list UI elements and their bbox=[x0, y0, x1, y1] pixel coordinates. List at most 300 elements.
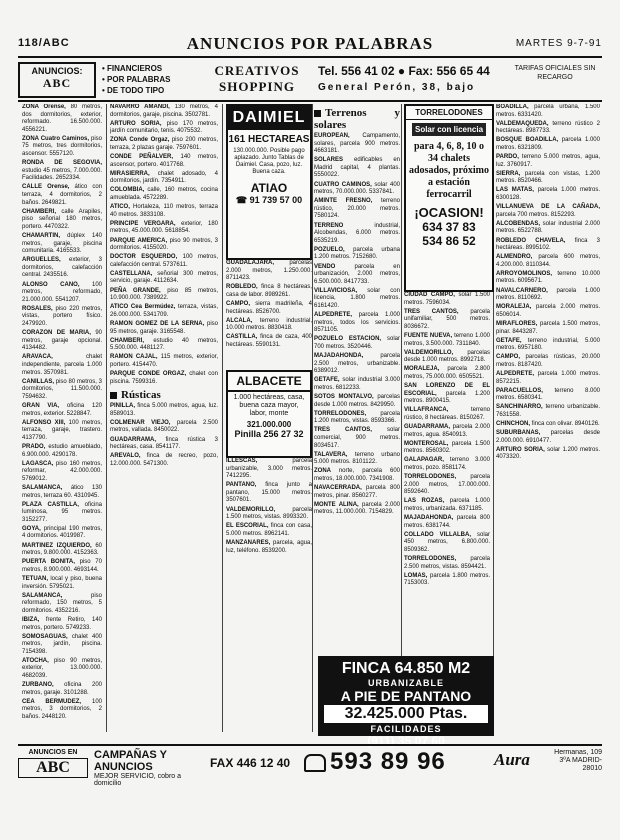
classified-ad-heading: ALFONSO XIII, bbox=[22, 419, 69, 426]
page-header bbox=[18, 34, 602, 58]
classified-ad-heading: MORALEJA, bbox=[496, 304, 536, 311]
classified-ad bbox=[314, 353, 400, 376]
classified-ad-text: chalet adosado, 4 dormitorios, jardín. 7354911. bbox=[110, 170, 218, 185]
classified-ad-text: parcela 2.000 metros. 6506014. bbox=[496, 304, 600, 318]
classified-ad-text: terreno rústico, 8 hectáreas. 8150267. bbox=[404, 407, 490, 421]
ad-subtitle: Solar con licencia bbox=[412, 123, 486, 136]
classified-ad bbox=[110, 254, 218, 269]
classified-ad-text: parcela 1.000 metros. 8572215. bbox=[496, 371, 600, 385]
classified-ad bbox=[314, 288, 400, 311]
classified-ad-heading: PARQUE AMERICA, bbox=[110, 237, 170, 244]
classified-ad bbox=[110, 420, 218, 435]
classified-ad-heading: ARGUELLES, bbox=[22, 257, 69, 264]
classified-ad-heading: CHAMARTIN, bbox=[22, 233, 68, 239]
classified-ad-heading: TORRELODONES, bbox=[404, 474, 471, 481]
classified-ad-heading: PINILLA, bbox=[110, 403, 138, 410]
classified-ad bbox=[404, 309, 490, 332]
ad-advertiser: ATIAO bbox=[250, 181, 288, 195]
classified-ad-text: Campamento, solares, parcela 900 metros. 4663181. bbox=[314, 133, 400, 155]
classified-ad bbox=[22, 444, 102, 459]
classified-ad-text: 115 metros, exterior, portero. 4154470. bbox=[110, 354, 218, 368]
phone-icon: ☎ bbox=[235, 195, 250, 205]
classified-ad bbox=[496, 447, 600, 462]
classified-ad-heading: ALONSO CANO, bbox=[22, 281, 92, 288]
classified-ad bbox=[110, 304, 218, 319]
classified-ad-heading: COLOMBIA, bbox=[110, 187, 148, 194]
classified-ad bbox=[110, 453, 218, 468]
classified-ad-heading: SANCHINARRO, bbox=[496, 404, 546, 411]
classified-ad-text: piso 200 metros, terraza, 2 plazas garaje. 7597601. bbox=[110, 137, 218, 151]
classified-ad-text: oficina 120 metros, exterior. 5228847. bbox=[22, 402, 102, 417]
classified-ad-text: estudio 45 metros, 7.000.000. Facilidades. 2652334. bbox=[22, 167, 102, 182]
classified-ad-heading: VILLANUEVA DE LA CAÑADA, bbox=[496, 204, 600, 211]
classified-ad bbox=[110, 238, 218, 253]
classified-ad-heading: ILLESCAS, bbox=[226, 458, 293, 464]
classified-ad bbox=[110, 288, 218, 303]
classified-ad-heading: SUBURBANAS, bbox=[496, 430, 551, 437]
classified-ad bbox=[404, 333, 490, 348]
classified-ad-heading: MONTEROSAL, bbox=[404, 440, 452, 447]
classified-ad bbox=[314, 485, 400, 500]
classified-ad-text: parcela 2.500 metros, vallada. 8450022. bbox=[110, 419, 218, 434]
classified-ad-heading: EUROPEAN, bbox=[314, 133, 363, 139]
classified-ad bbox=[22, 160, 102, 183]
classified-ad-heading: SIERRA, bbox=[496, 170, 525, 177]
classified-ad-text: chalet con piscina. 7599316. bbox=[110, 371, 218, 385]
classified-ad bbox=[22, 104, 102, 134]
classified-ad-heading: PARQUE CONDE ORGAZ, bbox=[110, 371, 190, 377]
banner-bullet: • DE TODO TIPO bbox=[102, 86, 165, 95]
classified-ad-text: terreno urbano 5.000 metros. 8101122. bbox=[314, 451, 400, 466]
classified-ad-text: 100 metros, reformado, 21.000.000. 5541207. bbox=[22, 281, 102, 303]
ad-finca bbox=[318, 656, 494, 748]
classified-ad bbox=[226, 540, 312, 555]
classified-ad bbox=[110, 137, 218, 152]
classified-ad-text: ático con terraza, 4 dormitorios, 2 baños. 2649821. bbox=[22, 184, 102, 206]
classified-ad bbox=[110, 354, 218, 369]
ad-phone: 634 37 83 bbox=[422, 220, 476, 234]
classified-ad-text: señorial 300 metros, servicio, garaje. 4112634. bbox=[110, 270, 218, 285]
classified-ad-heading: ATICO, bbox=[110, 204, 134, 211]
classified-ad bbox=[22, 485, 102, 500]
classified-ad-heading: ARTURO SORIA, bbox=[496, 446, 548, 453]
classified-ad-text: parcela, agua, luz, teléfono. 8539200. bbox=[226, 539, 312, 554]
classified-ad-text: parcela 800 metros, pinar. 8560277. bbox=[314, 485, 400, 499]
classified-ad-text: edificables en Madrid capital, 4 plantas. 5550022. bbox=[314, 157, 400, 179]
classified-ad bbox=[496, 238, 600, 253]
classified-ad-heading: GUADARRAMA, bbox=[110, 436, 166, 443]
classified-ad-text: industrial, Alcobendas, 6.000 metros. 6535219. bbox=[314, 222, 400, 244]
classified-ad bbox=[314, 468, 400, 483]
classified-ad-heading: ZONA Cuatro Caminos, bbox=[22, 135, 91, 142]
classified-ad bbox=[496, 104, 600, 119]
classified-ad bbox=[22, 420, 102, 443]
footer-fax: FAX 446 12 40 bbox=[210, 756, 291, 770]
classified-ad-text: finca 5.000 metros, agua, luz. 8589013. bbox=[110, 403, 218, 417]
classified-ad-text: parcela 1.000 metros, todos los servicios. 8571105. bbox=[314, 312, 400, 334]
classified-ad-heading: SOTOS MONTALVO, bbox=[314, 394, 378, 400]
classified-ad bbox=[496, 187, 600, 202]
classified-ad-heading: ARAVACA, bbox=[22, 354, 86, 361]
classified-ad bbox=[22, 282, 102, 305]
classified-ad-text: parcelas desde 1.000 metros. 8992718. bbox=[404, 349, 490, 364]
classified-ad-text: oficina 200 metros, garaje. 3101288. bbox=[22, 682, 102, 696]
classified-ad-text: solar 400 metros, 70.000.000. 5337841. bbox=[314, 181, 400, 196]
ad-subtitle-2: A PIE DE PANTANO bbox=[340, 688, 472, 704]
page-date: MARTES 9-7-91 bbox=[515, 38, 602, 49]
classified-ad bbox=[314, 133, 400, 156]
classified-ad-heading: SAN LORENZO DE EL ESCORIAL, bbox=[404, 383, 490, 397]
ads-column-6 bbox=[496, 104, 600, 732]
classified-ad-text: parcela 700 metros. 8152293. bbox=[496, 211, 576, 218]
classified-ad-heading: ZONA Conde Orgaz, bbox=[110, 137, 172, 144]
ads-column-2 bbox=[110, 104, 218, 732]
ad-title: TORRELODONES bbox=[406, 106, 492, 120]
classified-ad-heading: GALAPAGAR, bbox=[404, 457, 450, 464]
classified-ad bbox=[22, 184, 102, 207]
classified-ad-text: terreno urbanizable. 7631558. bbox=[496, 404, 600, 418]
classified-ad-heading: ATOCHA, bbox=[22, 657, 54, 664]
classified-ad-heading: GETAFE, bbox=[496, 337, 528, 344]
classified-ad-heading: MONTE ALINA, bbox=[314, 501, 363, 508]
classified-ad-text: parcela 1.000 metros. 8110692. bbox=[496, 287, 600, 302]
classified-ad bbox=[404, 441, 490, 456]
classified-ad-text: parcela urbana, 1.500 metros. 6331420. bbox=[496, 104, 600, 118]
classified-ad bbox=[22, 461, 102, 484]
classified-ad bbox=[110, 403, 218, 418]
classified-ad-text: terreno rústico, 20.000 metros. 7580124. bbox=[314, 198, 400, 220]
ad-subtitle: 161 HECTAREAS bbox=[228, 134, 310, 145]
classified-ad bbox=[110, 171, 218, 186]
classified-ad-heading: ALCOBENDAS, bbox=[496, 220, 543, 227]
classified-ad bbox=[22, 526, 102, 541]
classified-ad-text: norte, parcela 600 metros, 18.000.000. 7341908. bbox=[314, 468, 400, 482]
classified-ad-heading: PARDO, bbox=[496, 154, 522, 161]
classified-ad-heading: GRAN VIA, bbox=[22, 402, 67, 409]
classified-ad-text: parcelas 2.000 metros, 1.250.000. 8711423. bbox=[226, 260, 312, 282]
classified-ad bbox=[314, 247, 400, 262]
classified-ad-text: parcela 2.500 metros, urbanizable. 6389012. bbox=[314, 353, 400, 375]
classified-ad-text: sierra madrileña, 4 hectáreas. 8526700. bbox=[226, 300, 312, 315]
classified-ad bbox=[404, 573, 490, 588]
classified-ad-heading: VALDEMORILLO, bbox=[404, 349, 468, 356]
classified-ad-text: parcela en urbanización, 2.000 metros, 6.500.000. 8417733. bbox=[314, 263, 400, 285]
classified-ad-text: finca rústica 3 hectáreas, casa. 8541177. bbox=[110, 436, 218, 451]
classified-ad-heading: POZUELO ESTACION, bbox=[314, 336, 387, 343]
classified-ad-heading: MIRAFLORES, bbox=[496, 320, 540, 327]
classified-ad-text: parcela 2.500 metros, vistas. 8594421. bbox=[404, 556, 490, 570]
ad-phone: (911) 35 07 60 bbox=[367, 734, 445, 748]
classified-ad bbox=[22, 330, 102, 353]
classified-ad-heading: PLAZA CASTILLA, bbox=[22, 501, 85, 508]
classified-ad-text: finca junto a pantano, 15.000 metros. 3507601. bbox=[226, 482, 312, 504]
classified-ad-heading: ALCALA, bbox=[226, 317, 260, 324]
banner-creative: CREATIVOS SHOPPING bbox=[214, 63, 300, 94]
ad-price: 321.000.000 bbox=[246, 420, 292, 429]
classified-ad bbox=[110, 204, 218, 219]
classified-ad bbox=[496, 254, 600, 269]
classified-ad-heading: CAMPO, bbox=[226, 300, 256, 307]
classified-ad bbox=[496, 221, 600, 236]
classified-ad-text: 100 metros, 3 dormitorios, 2 baños. 2448120. bbox=[22, 698, 102, 721]
classified-ad-heading: ZURBANO, bbox=[22, 682, 65, 689]
classified-ad-heading: ARTURO SORIA, bbox=[110, 120, 167, 127]
classified-ad-text: terreno rústico 2 hectáreas. 8987733. bbox=[496, 120, 600, 135]
classified-ad bbox=[404, 556, 490, 571]
classified-ad bbox=[314, 198, 400, 221]
ad-daimiel bbox=[226, 104, 312, 260]
classified-ad-text: 140 metros, ascensor, portero. 4017768. bbox=[110, 154, 218, 168]
banner-bullet: • FINANCIEROS bbox=[102, 64, 163, 73]
classified-ad bbox=[110, 338, 218, 353]
section-heading-rusticas: Rústicas bbox=[110, 389, 218, 401]
ad-subtitle: URBANIZABLE bbox=[368, 678, 444, 688]
classified-ad-heading: PARACUELLOS, bbox=[496, 387, 555, 394]
classified-ad bbox=[110, 271, 218, 286]
classified-ad-text: parcela urbana 1.200 metros. 7152680. bbox=[314, 246, 400, 261]
classified-ad-heading: ALMENDRO, bbox=[496, 254, 539, 261]
ad-phone: Pinilla 256 27 32 bbox=[234, 429, 304, 439]
classified-ad bbox=[22, 658, 102, 681]
classified-ad bbox=[496, 430, 600, 445]
classified-ad-text: piso 160 metros, reformar, 42.000.000. 5769012. bbox=[22, 460, 102, 482]
ad-highlight: ¡OCASION! bbox=[414, 205, 484, 220]
classified-ad-text: parcelas desde 2.000.000. 6910477. bbox=[496, 430, 600, 444]
classified-ad-heading: ROSALES, bbox=[22, 305, 56, 312]
classified-ad bbox=[22, 617, 102, 632]
classified-ad-text: solar 1.200 metros. 4073320. bbox=[496, 446, 600, 461]
classified-ad-heading: MAJADAHONDA, bbox=[314, 353, 381, 360]
classified-ad-text: piso 70 metros, 8.900.000. 4693144. bbox=[22, 559, 102, 573]
classified-ad bbox=[404, 532, 490, 555]
classified-ad-text: local y piso, buena inversión. 5795021. bbox=[22, 575, 102, 590]
classified-ad-heading: SALAMANCA, bbox=[22, 484, 71, 491]
ad-description: para 4, 6, 8, 10 o 34 chalets adosados, próximo a estación ferrocarril bbox=[409, 141, 490, 200]
classified-ad bbox=[22, 559, 102, 574]
classified-ad-text: parcela 1.200 metros, vistas. 8593366. bbox=[314, 410, 400, 425]
classified-ad-heading: PANTANO, bbox=[226, 482, 266, 489]
ad-title: ALBACETE bbox=[228, 372, 310, 392]
classified-ad-text: ático 130 metros, terraza 60. 4310945. bbox=[22, 484, 102, 499]
classified-ad-heading: LAS MATAS, bbox=[496, 187, 538, 194]
classified-ad-heading: TORRELODONES, bbox=[314, 410, 381, 417]
page-title: ANUNCIOS POR PALABRAS bbox=[186, 34, 434, 53]
classified-ad-heading: AREVALO, bbox=[110, 453, 147, 460]
classified-ad-text: 80 metros, dos dormitorios, exterior, reformado. 16.500.000. 4556221. bbox=[22, 104, 102, 133]
classified-ad-text: terreno industrial, 10.000 metros. 8830418. bbox=[226, 317, 312, 332]
classified-ad-text: terreno 1.000 metros, 3.500.000. 7311840. bbox=[404, 332, 490, 347]
footer-abc-logo: ANUNCIOS EN ABC bbox=[18, 749, 88, 778]
classified-ad-text: parcela 800 metros. 6381744. bbox=[404, 515, 490, 529]
classified-ad bbox=[496, 171, 600, 186]
classified-ad-text: finca 8 hectáreas, casa de labor. 8989261. bbox=[226, 284, 312, 298]
column-divider bbox=[401, 104, 402, 732]
ad-phone: ☎ 91 739 57 00 bbox=[235, 195, 303, 205]
classified-ad-text: parcela 1.500 metros, vistas. 8993320. bbox=[226, 506, 312, 521]
classified-ad bbox=[22, 354, 102, 377]
ad-title: FINCA 64.850 M2 bbox=[341, 660, 471, 677]
footer-banner bbox=[18, 744, 602, 787]
classified-ad-text: finca de recreo, pozo, 12.000.000. 5471300. bbox=[110, 453, 218, 467]
classified-ad bbox=[226, 284, 312, 299]
classified-ad-text: parcela 1.000 metros, urbanizada. 6371185. bbox=[404, 498, 490, 512]
classified-ad-heading: CALLE Orense, bbox=[22, 184, 75, 191]
footer-brand: Aura bbox=[494, 750, 530, 769]
classified-ad-text: parcela con vistas, 1.200 metros. 8520466. bbox=[496, 170, 600, 185]
classified-ad bbox=[22, 379, 102, 402]
classified-ad-heading: ROBLEDO CHAVELA, bbox=[496, 237, 575, 244]
classified-ad-heading: MORALEJA, bbox=[404, 366, 448, 373]
classified-ad bbox=[22, 257, 102, 280]
classified-ad-heading: NAVALCARNERO, bbox=[496, 287, 557, 294]
classified-ad-heading: ATICO Cea Bermúdez, bbox=[110, 304, 178, 311]
ads-column-1 bbox=[22, 104, 102, 732]
classified-ad bbox=[22, 136, 102, 159]
classified-ad-heading: SALAMANCA, bbox=[22, 592, 91, 599]
classified-ad-text: finca 3 hectáreas. 8995102. bbox=[496, 237, 600, 252]
classified-ad bbox=[496, 371, 600, 386]
classified-ad-heading: GETAFE, bbox=[314, 377, 343, 384]
classified-ad bbox=[22, 699, 102, 722]
classified-ad-text: terreno 10.000 metros. 6095671. bbox=[496, 270, 600, 285]
classified-ad-text: piso reformado, 150 metros, 5 dormitorios. 4352216. bbox=[22, 592, 102, 614]
classified-ad-heading: CUATRO CAMINOS, bbox=[314, 181, 375, 188]
classified-ad bbox=[496, 354, 600, 369]
classified-ad-heading: CHAMBERI, bbox=[110, 337, 154, 344]
classified-ad-text: 60 metros, 9.800.000. 4152363. bbox=[22, 542, 102, 557]
classified-ad-text: 100 metros, terraza, garaje, trastero. 4137790. bbox=[22, 419, 102, 441]
classified-ad bbox=[496, 388, 600, 403]
classified-ad-heading: VALDEMORILLO, bbox=[226, 506, 293, 513]
classified-ad bbox=[226, 482, 312, 505]
classified-ad-heading: MIRASIERRA, bbox=[110, 170, 158, 177]
classified-ad-text: terraza, vistas, 26.000.000. 5341709. bbox=[110, 304, 218, 318]
ad-note: FACILIDADES bbox=[370, 724, 442, 734]
classified-ad bbox=[496, 421, 600, 429]
classified-ad-heading: NAVACERRADA, bbox=[314, 485, 367, 492]
classified-ad bbox=[314, 502, 400, 517]
classified-ad-text: parcela 2.000 metros, agua. 8540913. bbox=[404, 424, 490, 438]
classified-ad-heading: FUENTE NUEVA, bbox=[404, 332, 455, 339]
classified-ad bbox=[404, 424, 490, 439]
classified-ad bbox=[496, 204, 600, 219]
classified-ad-heading: NAVARRO AMANDI, bbox=[110, 104, 175, 110]
classified-ad-text: solar 1.500 metros. 7596034. bbox=[404, 292, 490, 306]
classified-ad bbox=[226, 260, 312, 283]
classified-ad bbox=[226, 334, 312, 349]
classified-ad bbox=[404, 350, 490, 365]
classified-ad-text: frente Retiro, 140 metros, portero. 5749233. bbox=[22, 616, 102, 631]
classified-ad-heading: TRES CANTOS, bbox=[404, 308, 471, 315]
classified-ad-heading: LAS ROZAS, bbox=[404, 498, 450, 505]
banner-phone-fax bbox=[318, 64, 508, 78]
classified-ad-heading: VILLAFRANCA, bbox=[404, 407, 471, 414]
contact-banner bbox=[18, 62, 602, 102]
classified-ad-text: solar comercial, 900 metros. 8034517. bbox=[314, 427, 400, 449]
classified-ad-heading: PEÑA GRANDE, bbox=[110, 287, 168, 294]
classified-ad-heading: COLMENAR VIEJO, bbox=[110, 419, 177, 426]
classified-ad bbox=[110, 221, 218, 236]
classified-ad-heading: ARROYOMOLINOS, bbox=[496, 270, 558, 277]
classified-ad-heading: MARTINEZ IZQUIERDO, bbox=[22, 542, 96, 549]
classified-ad-text: principal 190 metros, 4 dormitorios. 4019987. bbox=[22, 525, 102, 540]
ads-column-5 bbox=[404, 292, 490, 652]
classified-ad bbox=[226, 301, 312, 316]
classified-ad bbox=[404, 366, 490, 381]
classified-ad-heading: RAMON GOMEZ DE LA SERNA, bbox=[110, 320, 207, 327]
classified-ad bbox=[226, 318, 312, 333]
classified-ad-heading: VENDO bbox=[314, 263, 355, 270]
banner-bullet: • POR PALABRAS bbox=[102, 75, 171, 84]
classified-ad-text: finca de caza, 400 hectáreas. 5590131. bbox=[226, 334, 312, 348]
classified-ad-text: exterior, 180 metros, 45.000.000. 5618854. bbox=[110, 220, 218, 235]
classified-ad bbox=[314, 223, 400, 246]
classified-ad bbox=[404, 407, 490, 422]
classified-ad bbox=[22, 682, 102, 697]
section-heading-terrenos: Terrenos y solares bbox=[314, 107, 400, 131]
classified-ad-heading: CHINCHON, bbox=[496, 421, 532, 428]
classified-ad bbox=[22, 233, 102, 256]
classified-ad-text: piso 75 metros, tres dormitorios, ascensor. 5557120. bbox=[22, 135, 102, 158]
classified-ad-text: terreno 5.000 metros, agua, luz. 3760917. bbox=[496, 154, 600, 168]
classified-ad-text: estudio amueblado, 6.900.000. 4290178. bbox=[22, 443, 102, 458]
classified-ad bbox=[314, 377, 400, 392]
banner-bullets bbox=[102, 63, 198, 96]
classified-ad-heading: MANZANARES, bbox=[226, 539, 273, 546]
ad-phone: 534 86 52 bbox=[422, 234, 476, 248]
classified-ad bbox=[226, 507, 312, 522]
classified-ad-heading: TRES CANTOS, bbox=[314, 427, 387, 434]
ad-albacete bbox=[226, 370, 312, 458]
classified-ad-text: finca con olivar. 8940126. bbox=[531, 421, 600, 428]
classified-ad-heading: TALAVERA, bbox=[314, 451, 355, 458]
classified-ad-heading: VILLAVICIOSA, bbox=[314, 287, 368, 294]
banner-tel: Tel. 556 41 02 bbox=[318, 64, 395, 78]
classified-ad-text: parcela urbanizable, 3.000 metros. 7412295. bbox=[226, 458, 312, 480]
classified-ad bbox=[314, 394, 400, 409]
classified-ad-heading: ZONA bbox=[314, 468, 339, 475]
classified-ad bbox=[314, 264, 400, 287]
classified-ad-heading: ALPEDRETE, bbox=[496, 371, 538, 377]
classified-ad-heading: TETUAN, bbox=[22, 575, 51, 582]
classified-ad bbox=[314, 427, 400, 450]
classified-ad-text: piso 80 metros, 3 dormitorios, 11.500.000. 7594632. bbox=[22, 378, 102, 400]
classified-ad bbox=[22, 209, 102, 232]
classified-ad-text: 100 metros, calefacción central. 5737611. bbox=[110, 254, 218, 268]
classified-ad bbox=[226, 458, 312, 481]
classified-ad-heading: GUADARRAMA, bbox=[404, 424, 453, 430]
classified-ad bbox=[110, 154, 218, 169]
classified-ad bbox=[404, 457, 490, 472]
banner-address: General Perón, 38, bajo bbox=[318, 82, 476, 93]
classified-ad-text: parcela 1.000 metros. 6321809. bbox=[496, 137, 600, 151]
classified-ad-text: Hortaleza, 110 metros, terraza 40 metros. 3833108. bbox=[110, 204, 218, 218]
classified-ad-text: oficina luminosa, 95 metros. 3152277. bbox=[22, 501, 102, 523]
classified-ad-heading: EL ESCORIAL, bbox=[226, 523, 271, 530]
classified-ad-text: piso 85 metros, 10.900.000. 7389922. bbox=[110, 287, 218, 302]
classified-ad-heading: CANILLAS, bbox=[22, 378, 56, 385]
classified-ad bbox=[496, 271, 600, 286]
classified-ad bbox=[404, 383, 490, 406]
banner-logo bbox=[18, 62, 96, 98]
phone-icon bbox=[304, 754, 326, 772]
classified-ad-heading: PRADO, bbox=[22, 443, 49, 450]
classified-ad bbox=[496, 137, 600, 152]
footer-address: Hermanas, 109 3ºA MADRID-28010 bbox=[554, 749, 602, 772]
classified-ad-text: piso 170 metros, jardín comunitario, tenis. 4075532. bbox=[110, 120, 218, 135]
classified-ad-text: parcela 2.000 metros, 11.000.000. 7154829. bbox=[314, 501, 400, 516]
classified-ad-text: solar industrial 3.000 metros. 6812233. bbox=[314, 377, 400, 391]
